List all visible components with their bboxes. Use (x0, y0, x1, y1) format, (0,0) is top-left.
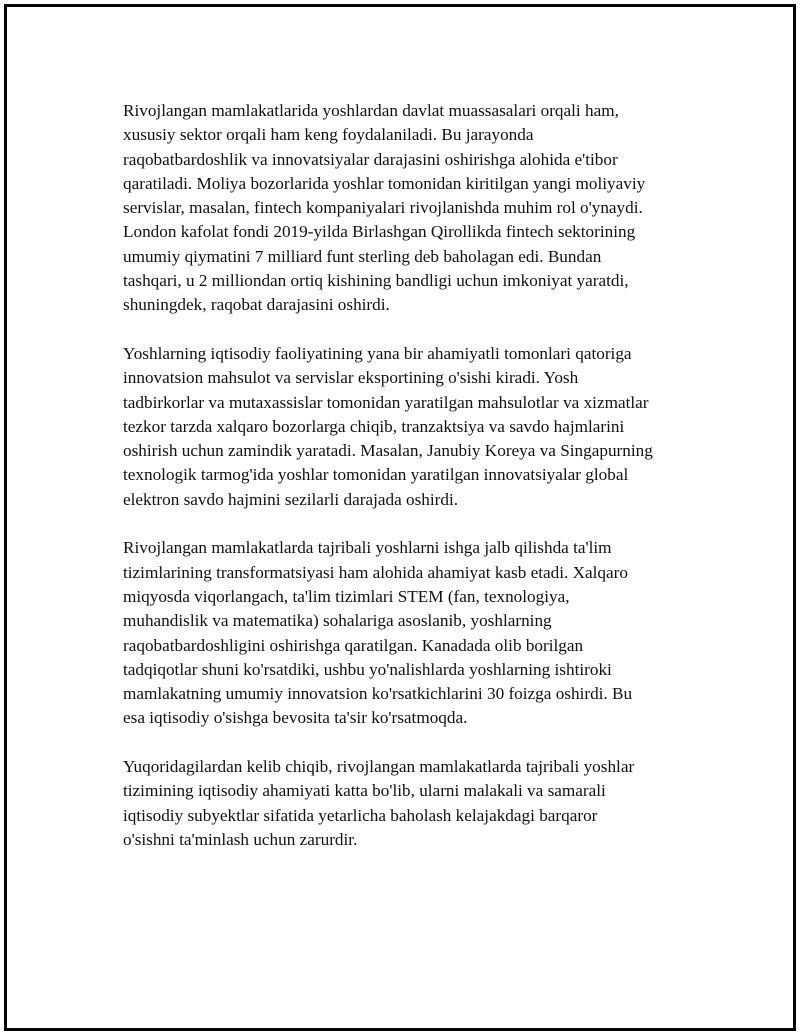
text-line: tizimining iqtisodiy ahamiyati katta bo'lib, ularni malakali va samarali (123, 781, 606, 801)
text-line: Rivojlangan mamlakatlarda tajribali yoshlarni ishga jalb qilishda ta'lim (123, 538, 612, 558)
document-body (123, 99, 698, 877)
text-line: innovatsion mahsulot va servislar eksportining o'sishi kiradi. Yosh (123, 368, 579, 388)
page-frame (4, 4, 796, 1031)
text-line: raqobatbardoshlik va innovatsiyalar darajasini oshirishga alohida e'tibor (123, 149, 618, 169)
text-line: tezkor tarzda xalqaro bozorlarga chiqib, tranzaktsiya va savdo hajmlarini (123, 416, 625, 436)
text-line: servislar, masalan, fintech kompaniyalari rivojlanishda muhim rol o'ynaydi. (123, 198, 643, 218)
paragraph-3 (123, 536, 698, 730)
text-line: London kafolat fondi 2019-yilda Birlashgan Qirollikda fintech sektorining (123, 222, 636, 242)
paragraph-4 (123, 755, 698, 852)
paragraph-1 (123, 99, 698, 318)
text-line: Yuqoridagilardan kelib chiqib, rivojlangan mamlakatlarda tajribali yoshlar (123, 757, 635, 777)
text-line: shuningdek, raqobat darajasini oshirdi. (123, 295, 390, 315)
text-line: miqyosda viqorlangach, ta'lim tizimlari STEM (fan, texnologiya, (123, 586, 570, 606)
text-line: esa iqtisodiy o'sishga bevosita ta'sir ko'rsatmoqda. (123, 708, 468, 728)
text-line: oshirish uchun zamindik yaratadi. Masalan, Janubiy Koreya va Singapurning (123, 441, 653, 461)
text-line: Yoshlarning iqtisodiy faoliyatining yana bir ahamiyatli tomonlari qatoriga (123, 343, 632, 363)
text-line: Rivojlangan mamlakatlarida yoshlardan davlat muassasalari orqali ham, (123, 101, 619, 120)
text-line: qaratiladi. Moliya bozorlarida yoshlar tomonidan kiritilgan yangi moliyaviy (123, 173, 646, 193)
text-line: umumiy qiymatini 7 milliard funt sterling deb baholagan edi. Bundan (123, 246, 602, 266)
text-line: tizimlarining transformatsiyasi ham alohida ahamiyat kasb etadi. Xalqaro (123, 562, 628, 582)
text-line: tadbirkorlar va mutaxassislar tomonidan yaratilgan mahsulotlar va xizmatlar (123, 392, 649, 412)
text-line: iqtisodiy subyektlar sifatida yetarlicha baholash kelajakdagi barqaror (123, 805, 598, 825)
text-line: tashqari, u 2 milliondan ortiq kishining bandligi uchun imkoniyat yaratdi, (123, 271, 629, 291)
text-line: texnologik tarmog'ida yoshlar tomonidan yaratilgan innovatsiyalar global (123, 465, 629, 485)
text-line: xususiy sektor orqali ham keng foydalaniladi. Bu jarayonda (123, 125, 534, 145)
text-line: elektron savdo hajmini sezilarli darajada oshirdi. (123, 489, 459, 509)
text-line: raqobatbardoshligini oshirishga qaratilgan. Kanadada olib borilgan (123, 635, 584, 655)
text-line: muhandislik va matematika) sohalariga asoslanib, yoshlarning (123, 611, 552, 631)
paragraph-2 (123, 342, 698, 512)
text-line: o'sishni ta'minlash uchun zarurdir. (123, 829, 358, 849)
text-line: tadqiqotlar shuni ko'rsatdiki, ushbu yo'nalishlarda yoshlarning ishtiroki (123, 659, 612, 679)
text-line: mamlakatning umumiy innovatsion ko'rsatkichlarini 30 foizga oshirdi. Bu (123, 684, 633, 704)
